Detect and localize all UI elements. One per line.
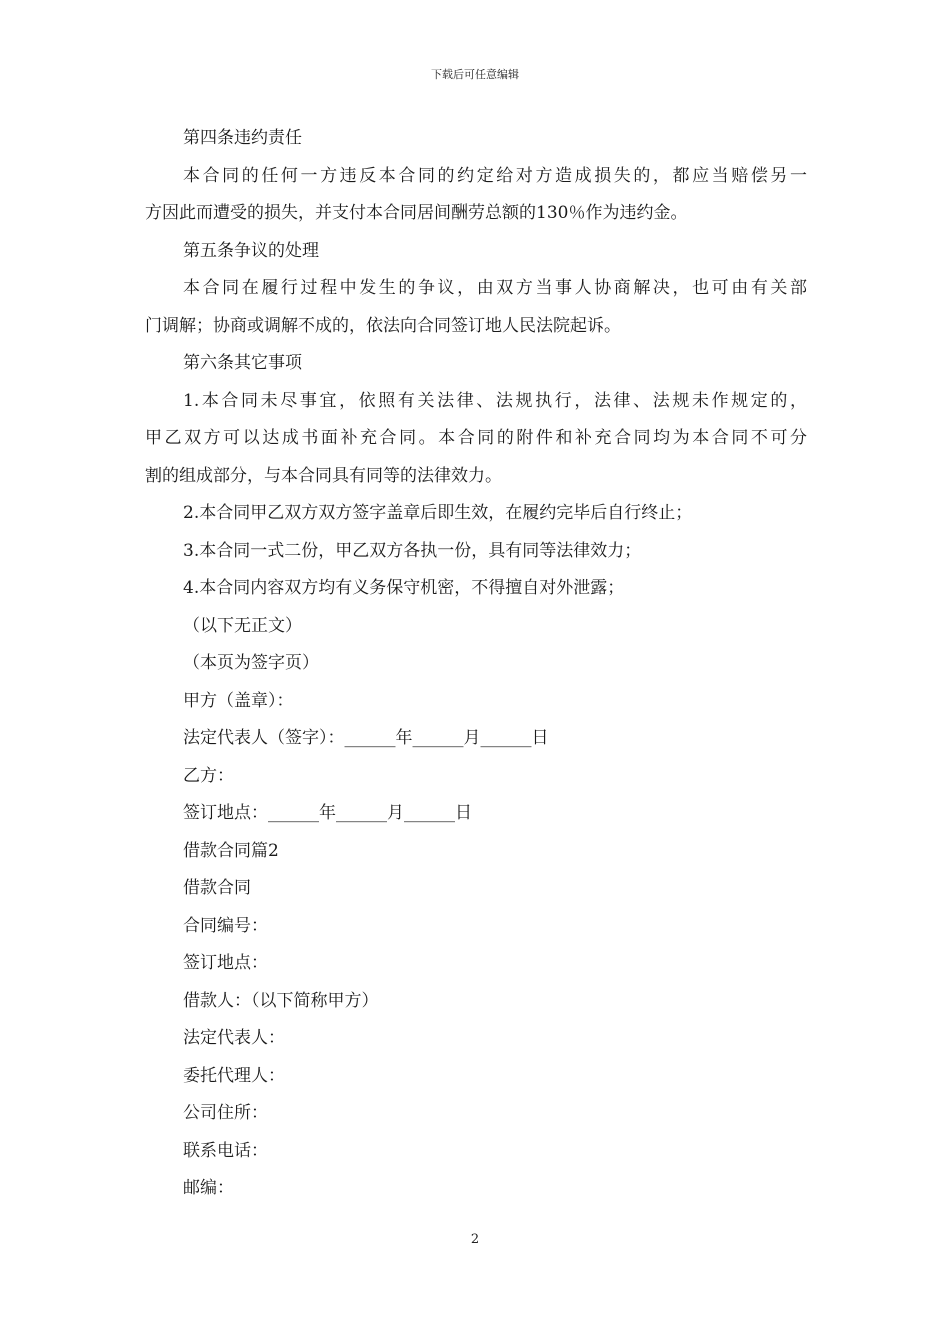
contract-title: 借款合同 xyxy=(183,878,251,898)
article-5-title: 第五条争议的处理 xyxy=(183,240,319,261)
article-6-title: 第六条其它事项 xyxy=(183,353,302,373)
article-6-item-2: 2.本合同甲乙双方双方签字盖章后即生效，在履约完毕后自行终止； xyxy=(183,503,693,523)
signature-page-note: （本页为签字页） xyxy=(183,653,319,673)
paragraph-line: 割的组成部分，与本合同具有同等的法律效力。 xyxy=(145,465,502,486)
borrower-field: 借款人：（以下简称甲方） xyxy=(183,990,379,1011)
contract-number-field: 合同编号： xyxy=(183,915,268,936)
article-6-item-4: 4.本合同内容双方均有义务保守机密，不得擅自对外泄露； xyxy=(183,578,625,598)
legal-rep-field: 法定代表人： xyxy=(183,1028,285,1048)
paragraph-line: 甲乙双方可以达成书面补充合同。本合同的附件和补充合同均为本合同不可分 xyxy=(145,428,807,448)
section-heading: 借款合同篇2 xyxy=(183,840,279,861)
sign-place-field: 签订地点： xyxy=(183,953,268,973)
phone-field: 联系电话： xyxy=(183,1140,268,1161)
article-6-item-1 xyxy=(145,383,807,496)
company-address-field: 公司住所： xyxy=(183,1103,268,1123)
paragraph-line: 本合同在履行过程中发生的争议，由双方当事人协商解决，也可由有关部 xyxy=(183,278,807,298)
party-a-seal-line: 甲方（盖章）： xyxy=(183,690,294,711)
paragraph-line: 1.本合同未尽事宜，依照有关法律、法规执行，法律、法规未作规定的， xyxy=(183,390,807,411)
sign-place-date-line: 签订地点：______年______月______日 xyxy=(183,803,472,823)
page-header: 下载后可任意编辑 xyxy=(431,68,519,81)
postcode-field: 邮编： xyxy=(183,1178,234,1198)
document-body xyxy=(145,120,807,1208)
article-5-body xyxy=(145,270,807,345)
paragraph-line: 方因此而遭受的损失，并支付本合同居间酬劳总额的130％作为违约金。 xyxy=(145,203,688,223)
legal-rep-sign-line: 法定代表人（签字）：______年______月______日 xyxy=(183,728,549,748)
article-6-item-3: 3.本合同一式二份，甲乙双方各执一份，具有同等法律效力； xyxy=(183,540,642,561)
paragraph-line: 本合同的任何一方违反本合同的约定给对方造成损失的，都应当赔偿另一 xyxy=(183,165,807,186)
party-b-line: 乙方： xyxy=(183,765,234,786)
paragraph-line: 门调解；协商或调解不成的，依法向合同签订地人民法院起诉。 xyxy=(145,315,621,336)
article-4-title: 第四条违约责任 xyxy=(183,128,302,148)
agent-field: 委托代理人： xyxy=(183,1065,285,1086)
no-more-text-note: （以下无正文） xyxy=(183,615,302,636)
page-number: 2 xyxy=(470,1232,480,1247)
article-4-body xyxy=(145,158,807,233)
